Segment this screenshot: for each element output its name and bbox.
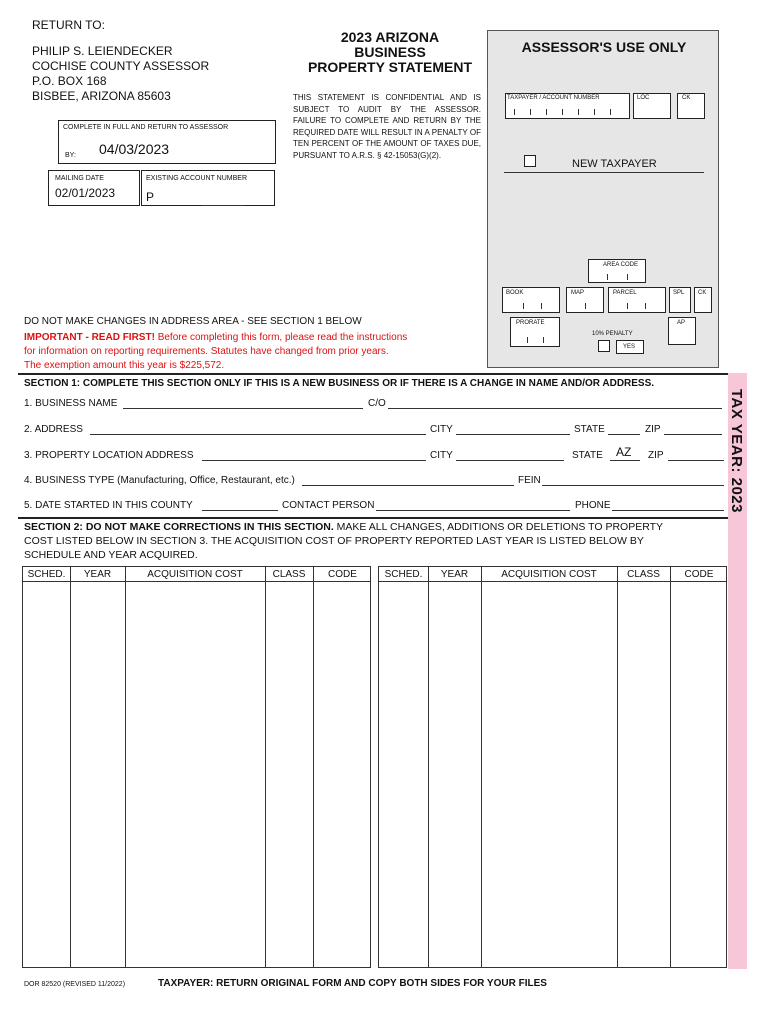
- date-started-input[interactable]: [202, 510, 278, 511]
- prorate-field[interactable]: [510, 317, 560, 347]
- zip2-input[interactable]: [668, 460, 724, 461]
- property-location-label: 3. PROPERTY LOCATION ADDRESS: [24, 450, 194, 461]
- zip-label: ZIP: [645, 424, 661, 435]
- ap-label: AP: [677, 320, 686, 326]
- assessor-title: ASSESSOR'S USE ONLY: [521, 39, 687, 55]
- map-label: MAP: [571, 290, 585, 296]
- city-label: CITY: [430, 424, 453, 435]
- by-label: BY:: [65, 152, 76, 159]
- address-label: 2. ADDRESS: [24, 424, 83, 435]
- form-id: DOR 82520 (REVISED 11/2022): [24, 981, 126, 988]
- contact-person-label: CONTACT PERSON: [282, 500, 375, 511]
- tax-year-band: [728, 373, 747, 969]
- loc-field[interactable]: [633, 93, 671, 119]
- col-acquisition-cost: ACQUISITION COST: [147, 569, 243, 580]
- yes-label: YES: [623, 344, 636, 350]
- col-class: CLASS: [272, 569, 306, 580]
- parcel-label: PARCEL: [613, 290, 637, 296]
- schedule-table-right: [378, 566, 727, 968]
- state2-underline: [610, 460, 640, 461]
- state2-value[interactable]: AZ: [616, 445, 632, 459]
- return-date: 04/03/2023: [99, 141, 170, 157]
- business-name-label: 1. BUSINESS NAME: [24, 398, 118, 409]
- city2-input[interactable]: [456, 460, 564, 461]
- col-sched: SCHED.: [27, 569, 66, 580]
- important-heading: IMPORTANT - READ FIRST!: [24, 332, 155, 343]
- fein-input[interactable]: [542, 485, 724, 486]
- col-acquisition-cost: ACQUISITION COST: [501, 569, 597, 580]
- section2-line-3: SCHEDULE AND YEAR ACQUIRED.: [24, 549, 198, 561]
- loc-label: LOC: [637, 95, 650, 101]
- important-notice: [24, 332, 407, 343]
- yes-field: [616, 340, 644, 354]
- footer-instruction: TAXPAYER: RETURN ORIGINAL FORM AND COPY BOTH SIDES FOR YOUR FILES: [158, 978, 547, 989]
- new-taxpayer-line: [504, 172, 704, 173]
- fein-label: FEIN: [518, 475, 541, 486]
- business-name-input[interactable]: [123, 408, 363, 409]
- address-line: BISBEE, ARIZONA 85603: [32, 89, 171, 103]
- existing-account-label: EXISTING ACCOUNT NUMBER: [146, 175, 247, 182]
- address-input[interactable]: [90, 434, 426, 435]
- phone-input[interactable]: [612, 510, 724, 511]
- mailing-date-label: MAILING DATE: [55, 175, 104, 182]
- form-title: [290, 30, 490, 75]
- title-line: 2023 ARIZONA: [340, 29, 440, 45]
- col-class: CLASS: [627, 569, 660, 580]
- address-line: PHILIP S. LEIENDECKER: [32, 44, 173, 58]
- col-sched: SCHED.: [384, 569, 423, 580]
- return-date-box: [58, 120, 276, 164]
- title-line: PROPERTY STATEMENT: [307, 59, 473, 75]
- penalty-label: 10% PENALTY: [592, 331, 633, 337]
- col-year: YEAR: [440, 569, 469, 580]
- existing-account-value: P: [146, 190, 155, 204]
- section2-heading-rest: MAKE ALL CHANGES, ADDITIONS OR DELETIONS TO PROPERTY: [333, 521, 664, 533]
- col-year: YEAR: [83, 569, 112, 580]
- city-input[interactable]: [456, 434, 570, 435]
- exemption-amount: The exemption amount this year is $225,572.: [24, 360, 225, 371]
- book-field[interactable]: [502, 287, 560, 313]
- new-taxpayer-label: NEW TAXPAYER: [572, 158, 657, 170]
- section2-heading: SECTION 2: DO NOT MAKE CORRECTIONS IN THIS SECTION.: [24, 521, 334, 533]
- assessor-address: [32, 44, 209, 104]
- taxpayer-account-field[interactable]: [505, 93, 630, 119]
- business-type-input[interactable]: [302, 485, 514, 486]
- new-taxpayer-checkbox[interactable]: [524, 155, 536, 167]
- ck2-label: CK: [698, 290, 707, 296]
- city2-label: CITY: [430, 450, 453, 461]
- spl-label: SPL: [673, 290, 685, 296]
- area-code-label: AREA CODE: [603, 262, 639, 268]
- book-label: BOOK: [506, 290, 524, 296]
- section2-rule: [18, 517, 728, 519]
- map-field[interactable]: [566, 287, 604, 313]
- property-location-input[interactable]: [202, 460, 426, 461]
- confidential-notice: THIS STATEMENT IS CONFIDENTIAL AND IS SUBJECT TO AUDIT BY THE ASSESSOR. FAILURE TO COMPLETE AND RETURN BY THE REQUIRED DATE WILL RESULT IN A PENALTY OF TEN PERCENT OF THE AMOUNT OF TAXES DUE, PURSUANT TO A.R.S. § 42-15053(G)(2).: [293, 93, 481, 160]
- contact-person-input[interactable]: [376, 510, 570, 511]
- state-input[interactable]: [608, 434, 640, 435]
- state-label: STATE: [574, 424, 605, 435]
- account-ticks: [514, 109, 621, 115]
- spl-field[interactable]: [669, 287, 691, 313]
- state2-label: STATE: [572, 450, 603, 461]
- section1-rule: [18, 373, 728, 375]
- co-input[interactable]: [388, 408, 722, 409]
- prorate-label: PRORATE: [516, 320, 545, 326]
- section1-title: SECTION 1: COMPLETE THIS SECTION ONLY IF THIS IS A NEW BUSINESS OR IF THERE IS A CHANGE IN NAME AND/OR ADDRESS.: [24, 378, 655, 389]
- title-line: BUSINESS: [354, 44, 426, 60]
- zip-input[interactable]: [664, 434, 722, 435]
- business-type-label: 4. BUSINESS TYPE (Manufacturing, Office, Restaurant, etc.): [24, 475, 295, 486]
- ap-field[interactable]: [668, 317, 696, 345]
- address-line: P.O. BOX 168: [32, 74, 107, 88]
- no-changes-notice: DO NOT MAKE CHANGES IN ADDRESS AREA - SEE SECTION 1 BELOW: [24, 316, 362, 327]
- date-started-label: 5. DATE STARTED IN THIS COUNTY: [24, 500, 193, 511]
- col-code: CODE: [328, 569, 357, 580]
- penalty-checkbox[interactable]: [598, 340, 610, 352]
- co-label: C/O: [368, 398, 386, 409]
- section2-title: [24, 521, 663, 533]
- address-line: COCHISE COUNTY ASSESSOR: [32, 59, 210, 73]
- important-line-2: for information on reporting requirements. Statutes have changed from prior years.: [24, 346, 389, 357]
- return-to-label: RETURN TO:: [32, 18, 105, 32]
- mailing-date-box: [48, 170, 140, 206]
- section2-line-2: COST LISTED BELOW IN SECTION 3. THE ACQUISITION COST OF PROPERTY REPORTED LAST YEAR IS LISTED BELOW BY: [24, 535, 644, 547]
- parcel-field[interactable]: [608, 287, 666, 313]
- schedule-table-left: [22, 566, 371, 968]
- important-text: Before completing this form, please read the instructions: [154, 332, 408, 343]
- area-code-field[interactable]: [588, 259, 646, 283]
- ck2-field[interactable]: [694, 287, 712, 313]
- existing-account-box[interactable]: [141, 170, 275, 206]
- ck-label: CK: [682, 95, 691, 101]
- mailing-date-value: 02/01/2023: [55, 186, 116, 200]
- tax-year-label: TAX YEAR: 2023: [728, 389, 745, 513]
- complete-label: COMPLETE IN FULL AND RETURN TO ASSESSOR: [63, 124, 229, 131]
- phone-label: PHONE: [575, 500, 611, 511]
- account-underline: [202, 205, 244, 206]
- zip2-label: ZIP: [648, 450, 664, 461]
- assessor-use-panel: [487, 30, 719, 368]
- ck-field[interactable]: [677, 93, 705, 119]
- taxpayer-account-label: TAXPAYER / ACCOUNT NUMBER: [507, 95, 600, 101]
- col-code: CODE: [684, 569, 714, 580]
